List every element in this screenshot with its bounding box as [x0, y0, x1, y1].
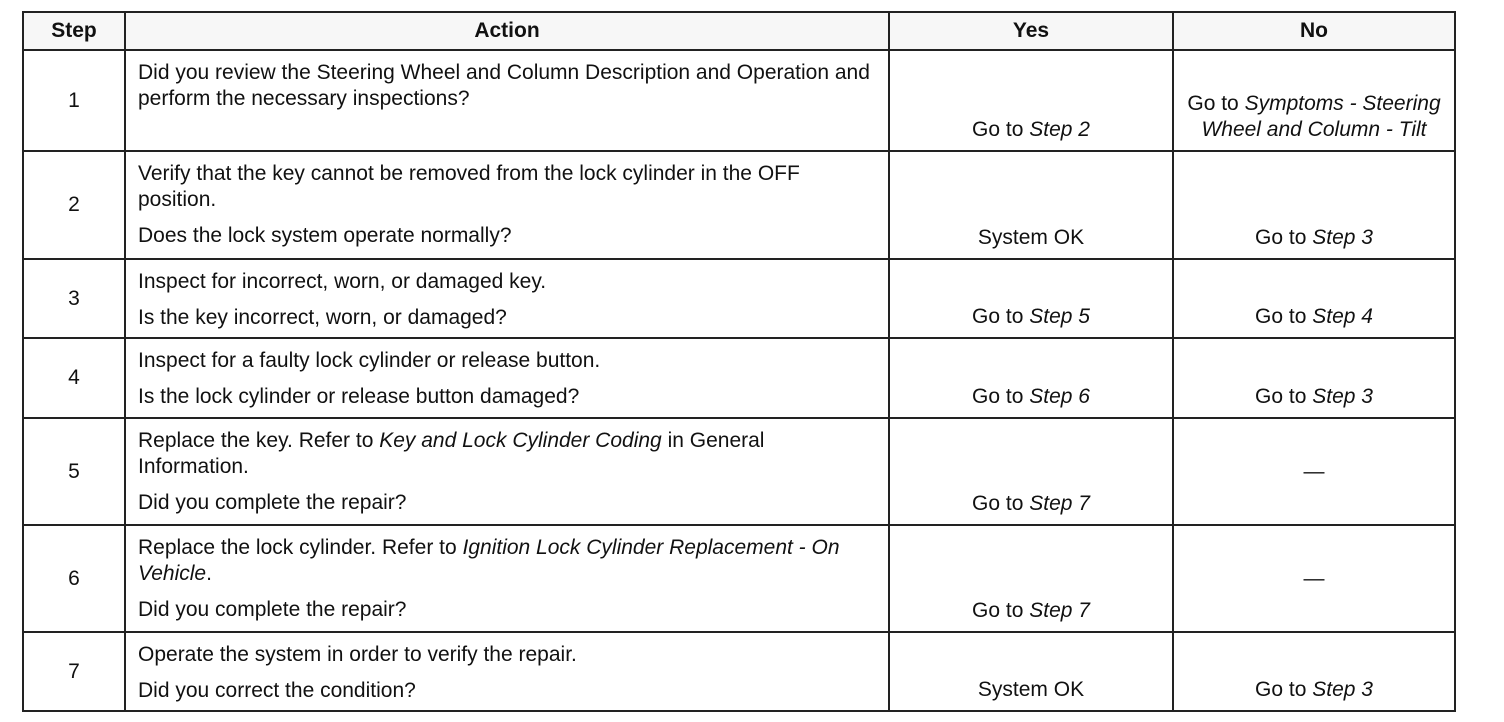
no-prefix: Go to — [1255, 678, 1313, 701]
action-cell — [125, 259, 889, 338]
step-number: 2 — [23, 151, 125, 259]
yes-prefix: Go to — [972, 599, 1030, 622]
yes-cell — [889, 338, 1173, 418]
yes-cell — [889, 418, 1173, 525]
action-question: Did you correct the condition? — [138, 679, 416, 702]
table-row — [23, 632, 1455, 711]
no-prefix: Go to — [1187, 92, 1245, 115]
reference-link: Ignition Lock Cylinder Replacement - On Vehicle — [138, 536, 840, 585]
no-step-link: Step 4 — [1312, 305, 1373, 328]
no-cell — [1173, 259, 1455, 338]
header-row — [23, 12, 1455, 50]
action-text: Inspect for a faulty lock cylinder or release button. — [138, 349, 601, 372]
no-cell — [1173, 632, 1455, 711]
no-cell — [1173, 151, 1455, 259]
action-cell — [125, 525, 889, 632]
action-question: Is the lock cylinder or release button damaged? — [138, 385, 580, 408]
yes-prefix: Go to — [972, 118, 1030, 141]
action-question: Did you complete the repair? — [138, 491, 407, 514]
header-yes: Yes — [889, 12, 1173, 50]
no-prefix: Go to — [1255, 305, 1313, 328]
header-action: Action — [125, 12, 889, 50]
action-cell — [125, 632, 889, 711]
yes-step-link: Step 2 — [1029, 118, 1090, 141]
step-number: 7 — [23, 632, 125, 711]
no-step-link: Step 3 — [1312, 678, 1373, 701]
no-step-link: Step 3 — [1312, 385, 1373, 408]
yes-step-link: Step 7 — [1029, 492, 1090, 515]
action-text-part: Replace the key. Refer to — [138, 429, 380, 452]
yes-prefix: Go to — [972, 492, 1030, 515]
yes-cell: System OK — [889, 632, 1173, 711]
action-cell — [125, 151, 889, 259]
action-question: Is the key incorrect, worn, or damaged? — [138, 306, 507, 329]
no-prefix: Go to — [1255, 226, 1313, 249]
action-text: Inspect for incorrect, worn, or damaged key. — [138, 270, 547, 293]
action-text — [138, 428, 876, 480]
step-number: 5 — [23, 418, 125, 525]
no-prefix: Go to — [1255, 385, 1313, 408]
action-cell — [125, 418, 889, 525]
yes-step-link: Step 5 — [1029, 305, 1090, 328]
table-row — [23, 259, 1455, 338]
yes-step-link: Step 6 — [1029, 385, 1090, 408]
action-question: Did you complete the repair? — [138, 598, 407, 621]
yes-prefix: Go to — [972, 305, 1030, 328]
yes-prefix: Go to — [972, 385, 1030, 408]
yes-cell — [889, 525, 1173, 632]
reference-link: Key and Lock Cylinder Coding — [379, 429, 662, 452]
action-text: Operate the system in order to verify the repair. — [138, 643, 577, 666]
no-symptoms-link: Symptoms - Steering Wheel and Column - Tilt — [1201, 92, 1441, 141]
no-cell — [1173, 338, 1455, 418]
table-row — [23, 50, 1455, 151]
no-step-link: Step 3 — [1312, 226, 1373, 249]
header-no: No — [1173, 12, 1455, 50]
table-row — [23, 525, 1455, 632]
no-cell: — — [1173, 418, 1455, 525]
table-row — [23, 338, 1455, 418]
action-text-part: in General Information. — [138, 429, 765, 478]
step-number: 4 — [23, 338, 125, 418]
table-row — [23, 151, 1455, 259]
step-number: 3 — [23, 259, 125, 338]
table-row — [23, 418, 1455, 525]
no-cell: — — [1173, 525, 1455, 632]
action-cell — [125, 50, 889, 151]
yes-cell: System OK — [889, 151, 1173, 259]
yes-cell — [889, 50, 1173, 151]
header-step: Step — [23, 12, 125, 50]
diagnostic-table — [22, 11, 1456, 712]
no-cell — [1173, 50, 1455, 151]
yes-cell — [889, 259, 1173, 338]
action-text: Verify that the key cannot be removed from the lock cylinder in the OFF position. — [138, 162, 800, 211]
yes-step-link: Step 7 — [1029, 599, 1090, 622]
action-text: Did you review the Steering Wheel and Column Description and Operation and perform the necessary inspections? — [138, 61, 870, 110]
action-question: Does the lock system operate normally? — [138, 224, 512, 247]
step-number: 1 — [23, 50, 125, 151]
action-cell — [125, 338, 889, 418]
action-text — [138, 535, 876, 587]
step-number: 6 — [23, 525, 125, 632]
action-text-part: Replace the lock cylinder. Refer to — [138, 536, 463, 559]
action-text-part: . — [206, 562, 212, 585]
